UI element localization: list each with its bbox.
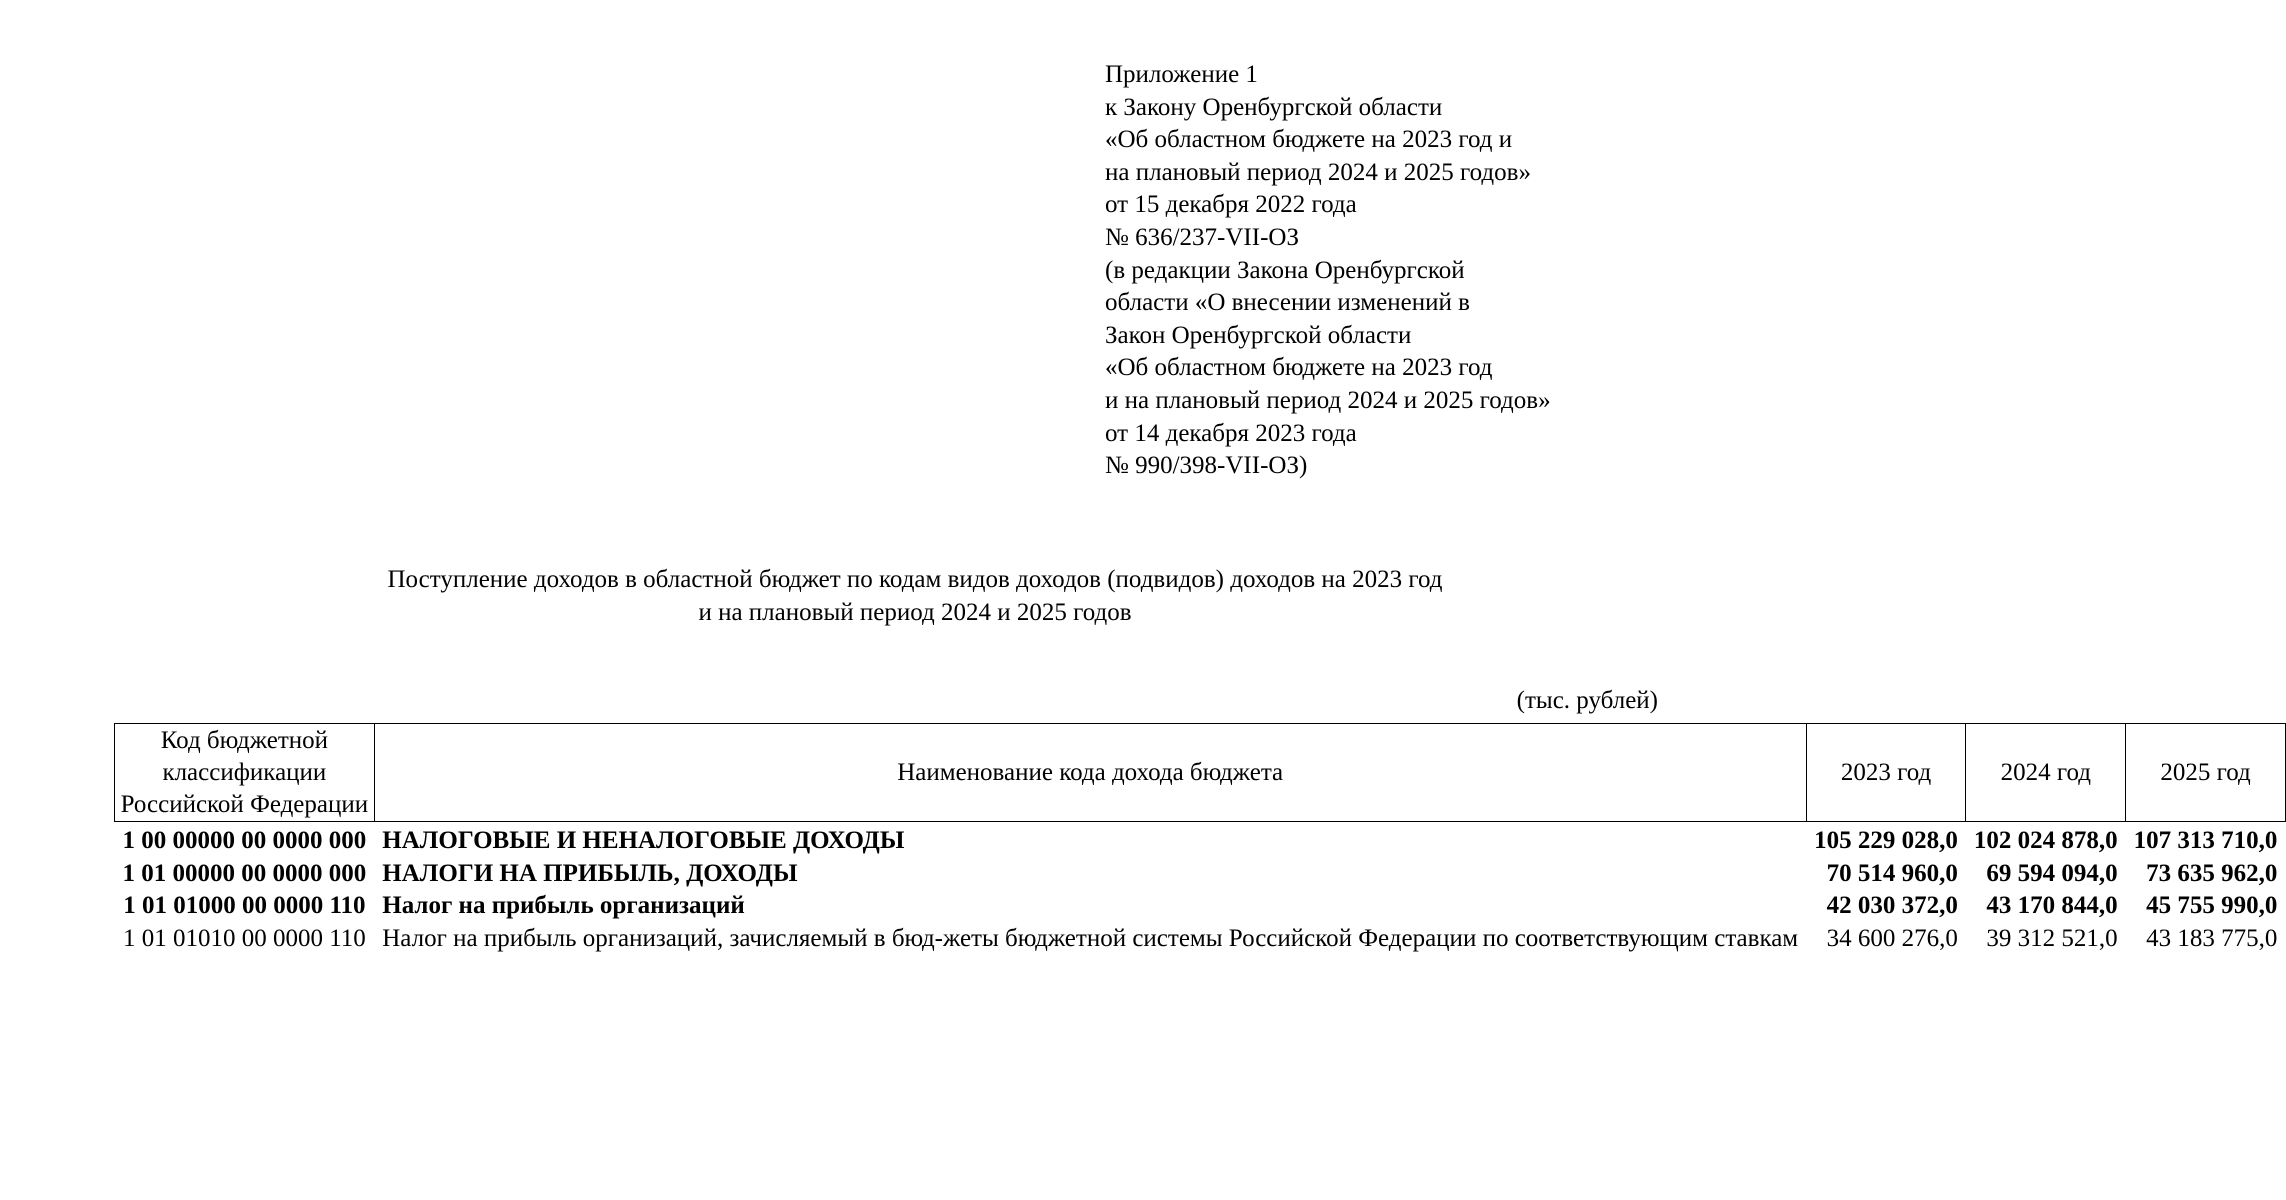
row-name: Налог на прибыль организаций, зачисляемый в бюд-жеты бюджетной системы Российской Федерации по соответствующим ставкам [382,924,1799,952]
header-2025: 2025 год [2126,724,2286,822]
row-2025: 73 635 962,0 [2146,859,2278,887]
appendix-line: к Закону Оренбургской области [1105,93,1443,121]
title-line-1: Поступление доходов в областной бюджет по кодам видов доходов (подвидов) доходов на 2023 год [387,566,1443,593]
header-code: Код бюджетной классификации Российской Федерации [115,724,375,822]
appendix-line: Приложение 1 [1105,61,1258,88]
row-code: 1 01 00000 00 0000 000 [122,859,367,887]
document-title [0,563,1830,629]
appendix-line: и на плановый период 2024 и 2025 годов» [1105,386,1551,414]
appendix-line: «Об областном бюджете на 2023 год [1105,354,1493,382]
table-row [115,923,2286,956]
table-row [115,890,2286,923]
row-2023: 34 600 276,0 [1826,924,1958,952]
header-name: Наименование кода дохода бюджета [374,724,1806,822]
row-2023: 70 514 960,0 [1826,859,1958,887]
row-name: Налог на прибыль организаций [382,892,745,920]
row-code: 1 01 01010 00 0000 110 [122,924,366,952]
row-2025: 43 183 775,0 [2146,924,2278,952]
appendix-line: на плановый период 2024 и 2025 годов» [1105,158,1531,186]
row-2024: 39 312 521,0 [1986,924,2118,952]
header-2023: 2023 год [1806,724,1966,822]
title-line-2: и на плановый период 2024 и 2025 годов [698,599,1132,626]
revenue-table [114,723,2286,955]
header-2024: 2024 год [1966,724,2126,822]
appendix-line: от 15 декабря 2022 года [1105,191,1357,219]
appendix-line: Закон Оренбургской области [1105,321,1412,349]
table-header-row [115,724,2286,822]
row-name: НАЛОГОВЫЕ И НЕНАЛОГОВЫЕ ДОХОДЫ [382,827,905,854]
appendix-line: области «О внесении изменений в [1105,289,1470,317]
appendix-block [1105,59,1665,483]
row-2024: 69 594 094,0 [1986,859,2118,887]
appendix-line: от 14 декабря 2023 года [1105,419,1357,447]
appendix-line: № 636/237-VII-ОЗ [1105,223,1299,251]
table-row [115,822,2286,858]
appendix-line: «Об областном бюджете на 2023 год и [1105,126,1513,154]
row-2024: 43 170 844,0 [1986,892,2118,920]
row-2023: 42 030 372,0 [1826,892,1958,920]
row-2024: 102 024 878,0 [1973,827,2118,854]
row-2025: 107 313 710,0 [2133,827,2278,854]
row-code: 1 01 01000 00 0000 110 [123,892,366,920]
units-label: (тыс. рублей) [1516,687,1658,714]
appendix-line: № 990/398-VII-ОЗ) [1105,452,1308,480]
appendix-line: (в редакции Закона Оренбургской [1105,256,1465,284]
table-row [115,858,2286,891]
row-name: НАЛОГИ НА ПРИБЫЛЬ, ДОХОДЫ [382,859,798,887]
row-2023: 105 229 028,0 [1814,827,1958,854]
row-2025: 45 755 990,0 [2146,892,2278,920]
row-code: 1 00 00000 00 0000 000 [122,827,367,854]
